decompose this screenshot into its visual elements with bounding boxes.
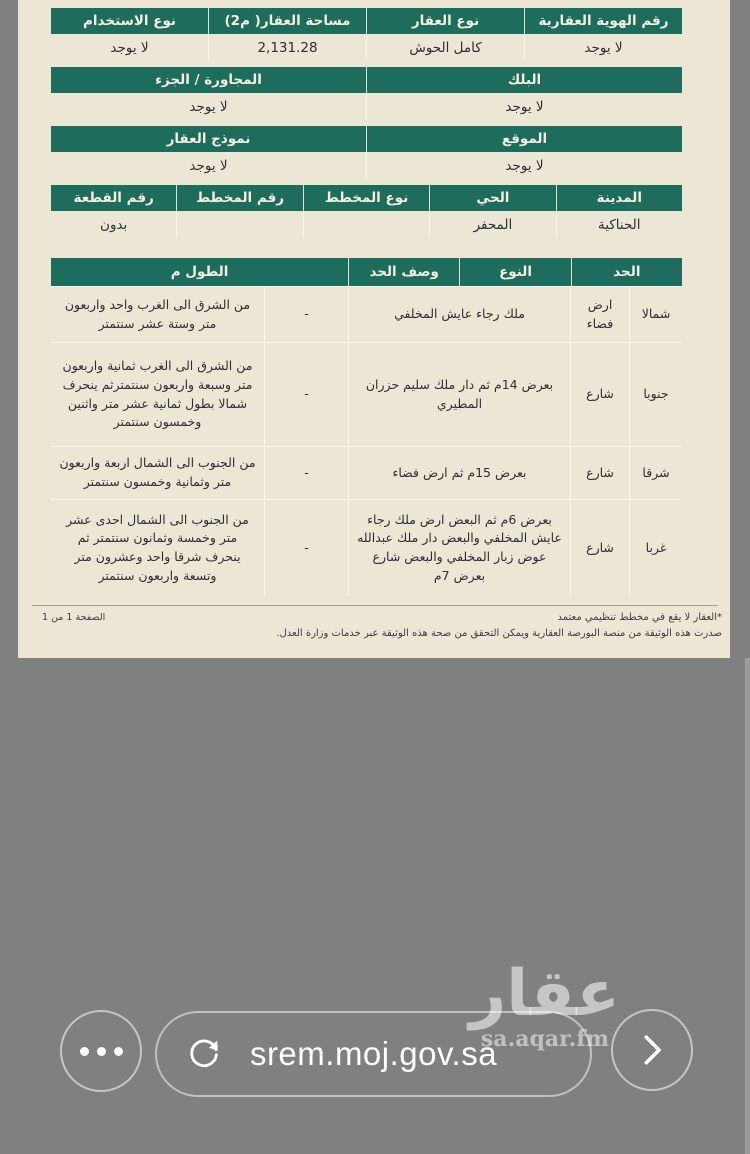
table-cell: لا يوجد	[505, 157, 544, 174]
table-cell: -	[265, 447, 349, 499]
table-cell: كامل الحوش	[367, 34, 525, 61]
table-cell: لا يوجد	[51, 93, 367, 120]
table-cell: ارض فضاء	[571, 287, 630, 342]
column-header: نموذج العقار	[51, 126, 367, 152]
column-header: المجاورة / الجزء	[51, 67, 367, 93]
table-cell: -	[265, 287, 349, 342]
column-header: رقم الهوية العقارية	[538, 13, 669, 29]
table-cell: غربا	[645, 539, 667, 555]
column-header: الحي	[430, 185, 556, 211]
table-cell: شمالا	[641, 306, 671, 322]
column-header: الحد	[613, 264, 641, 280]
chevron-right-icon	[635, 1033, 669, 1067]
location-table	[51, 126, 682, 179]
table-cell: لا يوجد	[505, 98, 544, 115]
table-cell: -	[265, 500, 349, 596]
footnote-plan: *العقار لا يقع في مخطط تنظيمي معتمد	[557, 612, 722, 623]
table-cell: الحناكية	[598, 216, 641, 233]
table-cell: شرقا	[642, 464, 670, 480]
table-cell: بعرض 14م ثم دار ملك سليم حزران المطيري	[349, 343, 571, 446]
address-bar[interactable]	[155, 1011, 592, 1097]
column-header: الموقع	[501, 131, 548, 147]
table-cell: ملك رجاء عايش المخلفي	[349, 287, 571, 342]
table-cell: المحفر	[430, 211, 556, 238]
table-cell	[177, 211, 303, 238]
column-header: مساحة العقار( م2)	[209, 8, 367, 34]
table-row	[51, 446, 682, 499]
table-cell: 2,131.28	[209, 34, 367, 61]
column-header: الطول م	[51, 258, 349, 286]
table-cell: من الجنوب الى الشمال اربعة واربعون متر وثمانية وخمسون سنتمتر	[51, 447, 265, 499]
column-header: رقم القطعة	[51, 185, 177, 211]
table-cell: بعرض 15م ثم ارض فضاء	[349, 447, 571, 499]
aqar-site-label: sa.aqar.fm	[480, 1026, 610, 1052]
table-cell: بعرض 6م ثم البعض ارض ملك رجاء عايش المخلفي والبعض دار ملك عبدالله عوض زبار المخلفي والبعض شارع بعرض 7م	[349, 500, 571, 596]
table-cell: من الشرق الى الغرب ثمانية واربعون متر وسبعة واربعون سنتمترثم ينحرف شمالا بطول ثمانية عشر متر واثنين وخمسون سنتمتر	[51, 343, 265, 446]
divider	[32, 605, 718, 606]
column-header: نوع المخطط	[304, 185, 430, 211]
table-cell: -	[265, 343, 349, 446]
borders-table	[51, 258, 682, 596]
city-plan-table	[51, 185, 682, 238]
table-cell: من الشرق الى الغرب واحد واربعون متر وستة عشر سنتمتر	[51, 287, 265, 342]
table-row	[51, 342, 682, 446]
table-cell: بدون	[51, 211, 177, 238]
browser-menu-button[interactable]	[60, 1010, 142, 1092]
table-cell: لا يوجد	[51, 34, 209, 61]
browser-forward-button[interactable]	[611, 1009, 693, 1091]
table-cell: لا يوجد	[584, 39, 623, 56]
column-header: البلك	[507, 72, 542, 88]
property-info-table	[51, 8, 682, 61]
column-header: نوع الاستخدام	[51, 8, 209, 34]
table-cell: شارع	[571, 447, 630, 499]
block-table	[51, 67, 682, 120]
table-cell: لا يوجد	[51, 152, 367, 179]
table-row	[51, 499, 682, 596]
table-cell: من الجنوب الى الشمال احدى عشر متر وخمسة وثمانون سنتمتر ثم ينحرف شرقا واحد وعشرون متر وتسعة واربعون سنتمتر	[51, 500, 265, 596]
table-cell: شارع	[571, 343, 630, 446]
table-cell	[304, 211, 430, 238]
table-cell: شارع	[571, 500, 630, 596]
screen-edge-highlight	[745, 658, 750, 1154]
column-header: رقم المخطط	[177, 185, 303, 211]
column-header: وصف الحد	[349, 258, 460, 286]
url-text: srem.moj.gov.sa	[249, 1035, 498, 1072]
column-header: نوع العقار	[367, 8, 525, 34]
footnote-source: صدرت هذه الوثيقة من منصة البورصة العقارية ويمكن التحقق من صحة هذه الوثيقة عبر خدمات وزارة العدل.	[276, 628, 722, 639]
aqar-logo: عقار	[469, 957, 620, 1031]
column-header: النوع	[460, 258, 571, 286]
table-row	[51, 286, 682, 342]
deed-document	[18, 0, 730, 658]
page-number: الصفحة 1 من 1	[42, 612, 106, 623]
ellipsis-icon	[80, 1047, 123, 1056]
column-header: المدينة	[596, 190, 642, 206]
table-cell: جنوبا	[643, 386, 669, 402]
